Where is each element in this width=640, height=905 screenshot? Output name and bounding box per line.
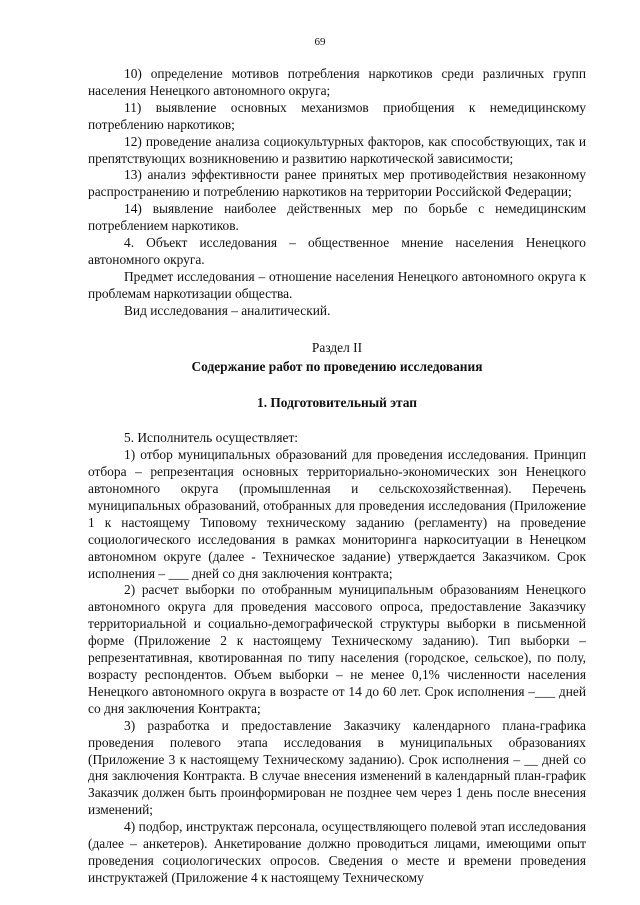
section-label: Раздел II: [311, 339, 363, 355]
goal-item-11: 11) выявление основных механизмов приобщения к немедицинскому потреблению наркотиков;: [88, 99, 586, 132]
stage-item-3: 3) разработка и предоставление Заказчику календарного плана-графика проведения полевого этапа исследования в муниципальных образованиях (Приложение 3 к настоящему Техническому заданию). Срок исполнения – __ дней со дня заключения Контракта. В случае внесения изменений в календарный план-график Заказчик должен быть проинформирован не позднее чем через 1 день после внесения изменений;: [88, 717, 586, 818]
goal-item-12: 12) проведение анализа социокультурных факторов, как способствующих, так и препятствующих возникновению и развитию наркотической зависимости;: [88, 133, 586, 166]
research-subject: Предмет исследования – отношение населения Ненецкого автономного округа к проблемам наркотизации общества.: [88, 268, 586, 301]
stage-item-4: 4) подбор, инструктаж персонала, осуществляющего полевой этап исследования (далее – анкетеров). Анкетирование должно проводиться лицами, имеющими опыт проведения социологических опросов. Сведения о месте и времени проведения инструктажей (Приложение 4 к настоящему Техническому: [88, 819, 586, 885]
research-kind: Вид исследования – аналитический.: [124, 302, 331, 318]
document-body: [88, 66, 586, 887]
goal-item-14: 14) выявление наиболее действенных мер по борьбе с немедицинским потреблением наркотиков.: [88, 201, 586, 234]
stage-item-2: 2) расчет выборки по отобранным муниципальным образованиям Ненецкого автономного округа для проведения массового опроса, предоставление Заказчику территориальной и социально-демографической структуры выборки в письменной форме (Приложение 2 к настоящему Техническому заданию). Тип выборки – репрезентативная, квотированная по типу населения (городское, сельское), по полу, возрасту респондентов. Объем выборки – не менее 0,1% численности населения Ненецкого автономного округа в возрасте от 14 до 60 лет. Срок исполнения –___ дней со дня заключения Контракта;: [88, 582, 586, 716]
goal-item-13: 13) анализ эффективности ранее принятых мер противодействия незаконному распространению и потреблению наркотиков на территории Российской Федерации;: [88, 167, 586, 200]
goal-item-10: 10) определение мотивов потребления наркотиков среди различных групп населения Ненецкого автономного округа;: [88, 66, 586, 98]
page-number: 69: [314, 36, 326, 48]
stage-title: 1. Подготовительный этап: [257, 395, 417, 411]
stage-intro: 5. Исполнитель осуществляет:: [124, 430, 299, 446]
section-title: Содержание работ по проведению исследования: [191, 358, 483, 374]
research-object: 4. Объект исследования – общественное мнение населения Ненецкого автономного округа.: [88, 235, 586, 267]
stage-item-1: 1) отбор муниципальных образований для проведения исследования. Принцип отбора – репрезентация основных территориально-экономических зон Ненецкого автономного округа (промышленная и сельскохозяйственная). Перечень муниципальных образований, отобранных для проведения исследования (Приложение 1 к настоящему Типовому техническому заданию (регламенту) на проведение социологического исследования в рамках мониторинга наркоситуации в Ненецком автономном округе (далее - Техническое задание) утверждается Заказчиком. Срок исполнения – ___ дней со дня заключения контракта;: [88, 447, 586, 581]
